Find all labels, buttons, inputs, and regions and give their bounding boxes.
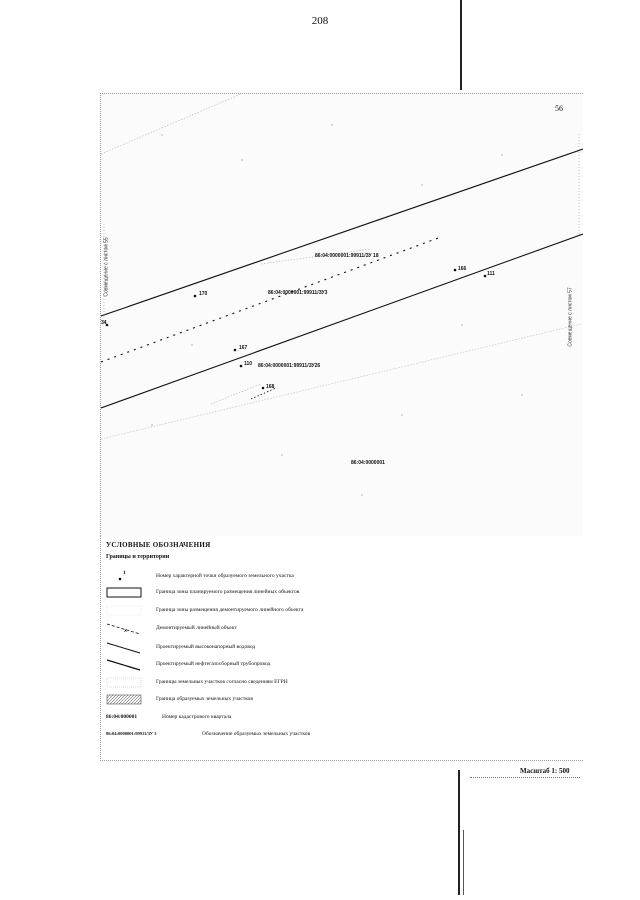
parcel-label: 86:04:0000001:99911/ЗУ26 <box>258 363 321 369</box>
legend-code: 86:04:0000001:99911/ЗУ 3 <box>106 731 157 736</box>
corridor-boundary-upper <box>101 149 583 316</box>
legend-item-text: Обозначение образуемых земельных участков <box>202 731 311 737</box>
point-marker <box>194 295 197 298</box>
legend-item <box>106 586 436 600</box>
point-marker <box>454 269 457 272</box>
egrn-parcel-boundary <box>101 94 241 154</box>
map-scale: Масштаб 1: 500 <box>520 767 570 775</box>
point-marker <box>234 349 237 352</box>
legend-item <box>106 641 436 655</box>
svg-text:x: x <box>124 628 127 634</box>
point-label: 110 <box>244 361 253 367</box>
water-conduit-symbol <box>106 641 144 655</box>
pipeline-symbol <box>106 658 144 672</box>
parcel-label: 86:04:0000001:99911/ЗУ3 <box>268 290 328 296</box>
point-label: 34 <box>101 320 107 326</box>
legend-item-text: Демонтируемый линейный объект <box>156 625 237 631</box>
legend-code-item <box>106 711 436 725</box>
binding-line <box>460 0 462 90</box>
point-marker <box>240 365 243 368</box>
point-label: 111 <box>487 271 495 277</box>
egrn-parcel-symbol <box>106 676 144 690</box>
dismantled-line-symbol <box>106 622 144 636</box>
point-label: 168 <box>266 384 275 390</box>
binding-line <box>463 830 464 895</box>
map-frame <box>100 93 583 536</box>
legend-code-item <box>106 728 436 742</box>
legend-item <box>106 676 436 690</box>
point-symbol-number: 1 <box>123 570 126 576</box>
legend-item-text: Проектируемый нефтегазосборный трубопровод <box>156 661 271 667</box>
legend-item <box>106 604 436 618</box>
formed-parcel-symbol <box>106 693 144 707</box>
legend-subtitle: Границы и территории <box>106 554 170 560</box>
point-label: 170 <box>199 291 208 297</box>
legend-item-text: Границы земельных участков согласно сведениям ЕГРН <box>156 679 288 685</box>
legend-item-text: Номер характерной точки образуемого земельного участка <box>156 573 294 579</box>
binding-line <box>458 770 460 895</box>
legend-item <box>106 622 436 636</box>
point-label: 167 <box>239 345 248 351</box>
legend-item <box>106 570 436 584</box>
ground-texture <box>151 124 523 496</box>
sheet-join-note-left: Совмещение с листом 55 <box>103 237 110 297</box>
legend-code: 86:04:000001 <box>106 714 138 720</box>
point-symbol <box>106 570 144 584</box>
egrn-parcel-boundary <box>211 384 261 404</box>
point-marker <box>262 387 265 390</box>
map-drawing <box>101 94 583 536</box>
sheet-join-note-right: Совмещение с листом 57 <box>567 287 574 347</box>
sheet-number: 56 <box>555 104 563 113</box>
legend-item-text: Номер кадастрового квартала <box>162 714 232 720</box>
parcel-label: 86:04:0000001:99911/ЗУ 18 <box>315 253 379 259</box>
page-number: 208 <box>311 15 329 27</box>
cadastral-block-label: 86:04:0000001 <box>351 460 385 466</box>
point-label: 166 <box>458 266 467 272</box>
legend-item-text: Граница образуемых земельных участков <box>156 696 253 702</box>
legend-item <box>106 693 436 707</box>
point-marker <box>484 275 487 278</box>
scale-underline <box>470 777 580 779</box>
legend <box>100 535 583 761</box>
legend-item-text: Граница зоны размещения демонтируемого линейного объекта <box>156 607 304 613</box>
legend-item-text: Граница зоны планируемого размещения линейных объектов <box>156 589 300 595</box>
zone-boundary-symbol <box>106 586 144 600</box>
dismantle-zone-symbol <box>106 604 144 618</box>
legend-title: УСЛОВНЫЕ ОБОЗНАЧЕНИЯ <box>106 541 211 549</box>
pipeline-axis <box>101 237 441 362</box>
corridor-boundary-lower <box>101 234 583 408</box>
legend-item <box>106 658 436 672</box>
legend-item-text: Проектируемый высоконапорный водовод <box>156 644 256 650</box>
